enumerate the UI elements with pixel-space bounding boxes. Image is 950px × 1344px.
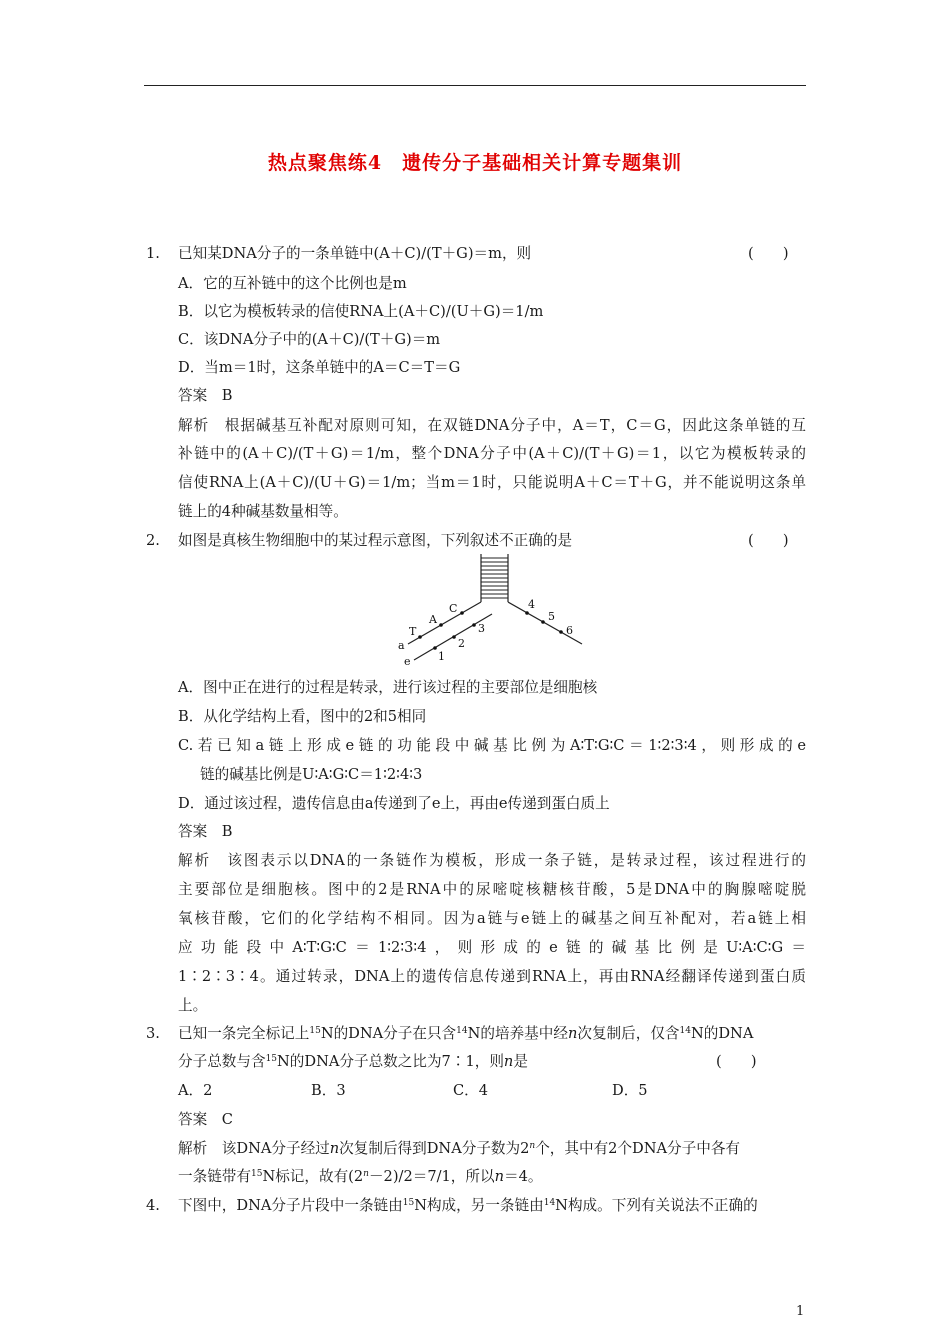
- q3-option-d: D．5: [612, 1082, 648, 1099]
- label-6: 6: [566, 624, 573, 637]
- q2-analysis-line4: 应功能段中A∶T∶G∶C＝1∶2∶3∶4，则形成的e链的碱基比例是U∶A∶C∶G＝: [178, 939, 806, 956]
- label-4: 4: [528, 598, 535, 611]
- base-dot-T: [418, 635, 422, 639]
- base-dot-1: [433, 646, 437, 650]
- q3-analysis-line2: 一条链带有$^{15}$N标记，故有$(2^n-2)/2=7/1$，所以n＝4。: [178, 1168, 543, 1185]
- q1-answer-blank: ( ): [748, 245, 789, 262]
- q3-option-c: C．4: [453, 1082, 489, 1099]
- page-number: 1: [796, 1304, 805, 1319]
- q3-answer-blank: ( ): [716, 1053, 757, 1070]
- label-5: 5: [548, 610, 555, 623]
- q2-answer-blank: ( ): [748, 532, 789, 549]
- label-A: A: [429, 613, 437, 626]
- q1-number: 1.: [146, 245, 160, 262]
- label-T: T: [409, 625, 417, 638]
- q1-analysis-line1: 解析 根据碱基互补配对原则可知，在双链DNA分子中，A＝T，C＝G，因此这条单链的互: [178, 417, 806, 434]
- label-1: 1: [438, 650, 445, 663]
- q3-stem-line1: 已知一条完全标记上$^{15}$N的DNA分子在只含$^{14}$N的培养基中经n次复制后，仅含$^{14}$N的DNA: [178, 1025, 754, 1042]
- page-title: 热点聚焦练4 遗传分子基础相关计算专题集训: [267, 152, 683, 174]
- label-C: C: [449, 602, 458, 615]
- q1-option-a: A．它的互补链中的这个比例也是m: [178, 275, 407, 292]
- q2-stem: 如图是真核生物细胞中的某过程示意图，下列叙述不正确的是: [178, 532, 573, 549]
- q1-option-d: D．当m＝1时，这条单链中的A＝C＝T＝G: [178, 359, 461, 376]
- base-dot-5: [541, 620, 545, 624]
- q2-analysis-line2: 主要部位是细胞核。图中的2是RNA中的尿嘧啶核糖核苷酸，5是DNA中的胸腺嘧啶脱: [178, 881, 806, 898]
- q3-answer: 答案 C: [178, 1111, 233, 1128]
- base-dot-2: [452, 635, 456, 639]
- q2-option-c-line1: C.若已知a链上形成e链的功能段中碱基比例为A∶T∶G∶C＝1∶2∶3∶4，则形成的e: [178, 737, 806, 754]
- q2-analysis-line6: 上。: [178, 997, 208, 1014]
- q1-answer: 答案 B: [178, 387, 233, 404]
- label-e: e: [404, 655, 411, 668]
- base-dot-3: [472, 623, 476, 627]
- label-2: 2: [458, 637, 465, 650]
- q2-analysis-line1: 解析 该图表示以DNA的一条链作为模板，形成一条子链，是转录过程，该过程进行的: [178, 852, 806, 869]
- label-3: 3: [478, 622, 485, 635]
- q4-stem: 下图中，DNA分子片段中一条链由$^{15}$N构成，另一条链由$^{14}$N构成。下列有关说法不正确的: [178, 1197, 758, 1214]
- q3-option-a: A．2: [178, 1082, 213, 1099]
- q2-number: 2.: [146, 532, 160, 549]
- q3-analysis-line1: 解析 该DNA分子经过n次复制后得到DNA分子数为2$^n$个，其中有2个DNA分子中各有: [178, 1140, 741, 1157]
- q1-analysis-line3: 信使RNA上(A＋C)/(U＋G)＝1/m；当m＝1时，只能说明A＋C＝T＋G，并不能说明这条单: [178, 474, 806, 491]
- q3-number: 3.: [146, 1025, 160, 1042]
- q1-analysis-line4: 链上的4种碱基数量相等。: [178, 503, 348, 520]
- q2-option-d: D．通过该过程，遗传信息由a传递到了e上，再由e传递到蛋白质上: [178, 795, 610, 812]
- q1-analysis-line2: 补链中的(A＋C)/(T＋G)＝1/m，整个DNA分子中(A＋C)/(T＋G)＝1，以它为模板转录的: [178, 445, 806, 462]
- q4-number: 4.: [146, 1197, 160, 1214]
- q2-option-c-line2: 链的碱基比例是U∶A∶G∶C＝1∶2∶4∶3: [200, 766, 423, 783]
- q3-stem-line2: 分子总数与含$^{15}$N的DNA分子总数之比为7∶1，则n是: [178, 1053, 528, 1070]
- q2-analysis-line3: 氧核苷酸，它们的化学结构不相同。因为a链与e链上的碱基之间互补配对，若a链上相: [178, 910, 806, 927]
- q2-answer: 答案 B: [178, 823, 233, 840]
- q1-option-c: C．该DNA分子中的(A＋C)/(T＋G)＝m: [178, 331, 441, 348]
- q2-option-b: B．从化学结构上看，图中的2和5相同: [178, 708, 427, 725]
- transcription-diagram: [390, 548, 590, 670]
- base-dot-A: [439, 623, 443, 627]
- q1-stem: 已知某DNA分子的一条单链中(A＋C)/(T＋G)＝m，则: [178, 245, 532, 262]
- header-rule: [144, 85, 806, 86]
- base-dot-6: [559, 630, 563, 634]
- q1-option-b: B．以它为模板转录的信使RNA上(A＋C)/(U＋G)＝1/m: [178, 303, 544, 320]
- q2-analysis-line5: 1∶2∶3∶4。通过转录，DNA上的遗传信息传递到RNA上，再由RNA经翻译传递到蛋白质: [178, 968, 806, 985]
- base-dot-C: [460, 611, 464, 615]
- base-dot-4: [525, 611, 529, 615]
- q3-option-b: B．3: [311, 1082, 346, 1099]
- label-a: a: [398, 639, 405, 652]
- q2-option-a: A．图中正在进行的过程是转录，进行该过程的主要部位是细胞核: [178, 679, 598, 696]
